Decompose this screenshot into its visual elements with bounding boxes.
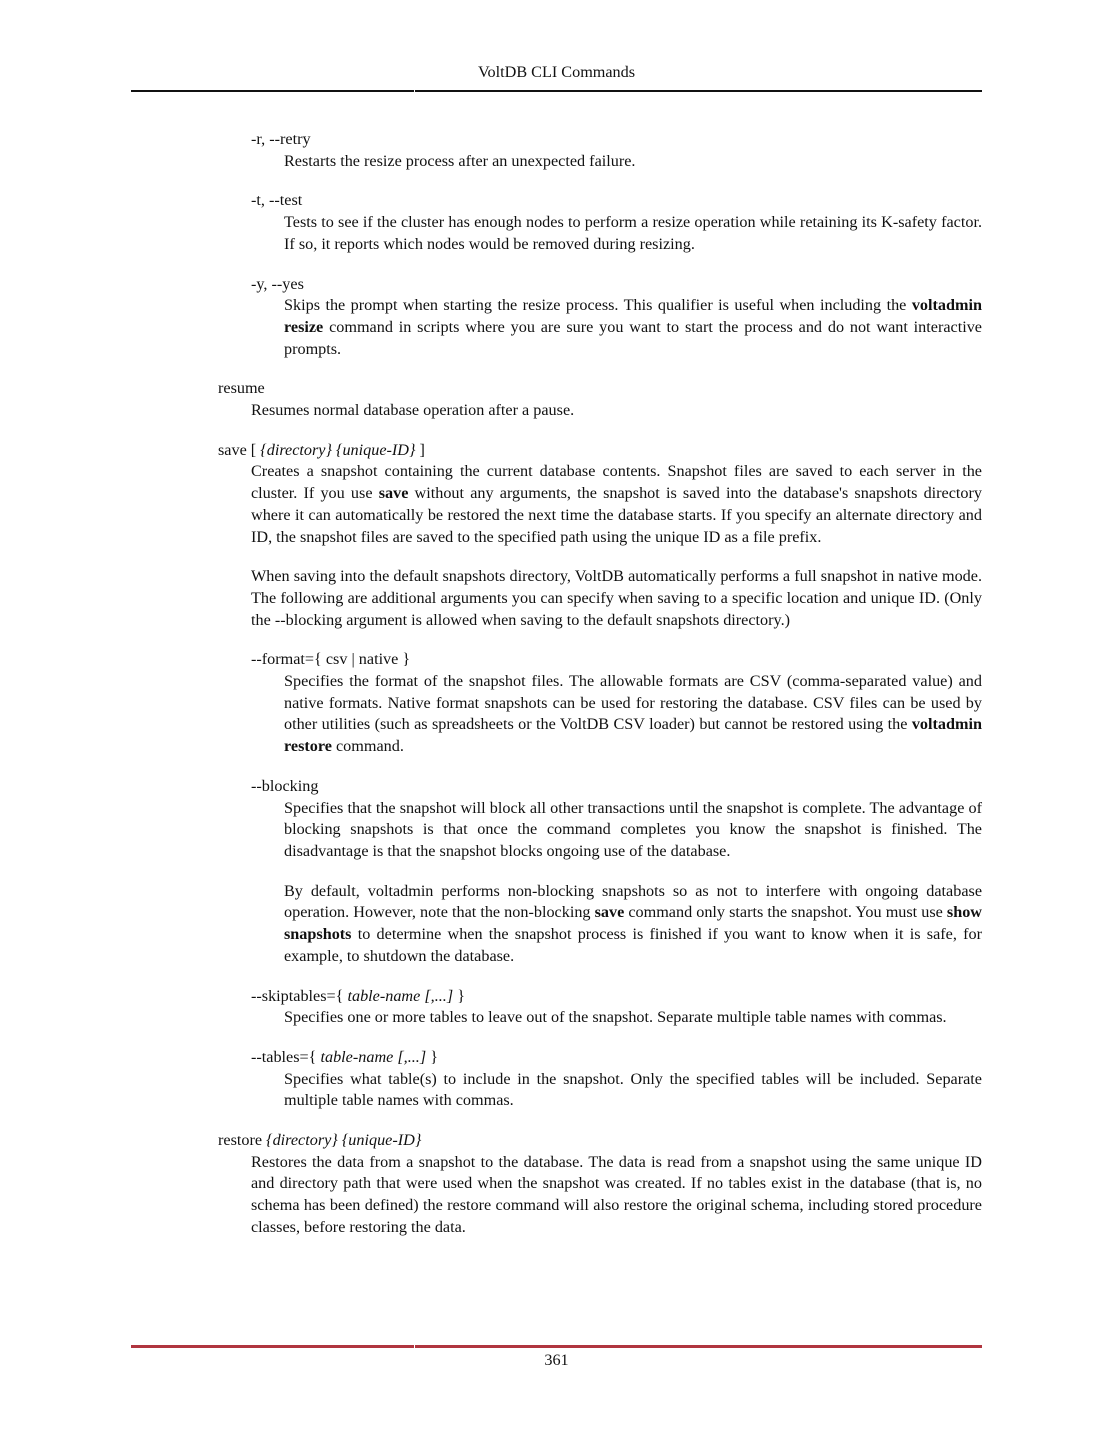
command-term [218, 440, 982, 462]
description [284, 1007, 982, 1029]
text-run: ] [415, 440, 425, 459]
description [284, 212, 982, 255]
text-run: When saving into the default snapshots directory, VoltDB automatically performs a full snapshot in native mode. The following are additional arguments you can specify when saving to a specific location and unique ID. (Only the --blocking argument is allowed when saving to the default snapshots directory.) [251, 567, 982, 629]
page-number: 361 [544, 1351, 569, 1369]
option-term [251, 986, 982, 1008]
bold-command-text: save [594, 903, 625, 922]
command-entry [218, 440, 982, 632]
description-paragraph [284, 671, 982, 758]
footer-rule [131, 1345, 982, 1348]
bold-command-text: save [378, 484, 409, 503]
text-run: without any arguments, the snapshot is saved into the database's snapshots directory where it can automatically be restored the next time the database starts. If you specify an alternate directory and ID, the snapshot files are saved to the specified path using the unique ID as a file prefix. [251, 484, 982, 546]
text-run: Restarts the resize process after an unexpected failure. [284, 151, 636, 170]
text-run: Restores the data from a snapshot to the database. The data is read from a snapshot using the same unique ID and directory path that were used when the snapshot was created. If no tables exist in the database (that is, no schema has been defined) the restore command will also restore the original schema, including stored procedure classes, before restoring the data. [251, 1152, 982, 1236]
command-term [218, 1130, 982, 1152]
description [284, 798, 982, 968]
document-body [218, 129, 982, 1257]
text-run: restore [218, 1131, 267, 1150]
description [284, 295, 982, 360]
description [251, 400, 982, 422]
description [284, 1069, 982, 1112]
text-run: Creates a snapshot containing the current database contents. Snapshot files are saved to each server in the cluster. If you use [251, 462, 982, 503]
text-run: command only starts the snapshot. You must use [624, 903, 947, 922]
text-run: Specifies the format of the snapshot files. The allowable formats are CSV (comma-separated value) and native formats. Native format snapshots can be used for restoring the database. CSV files can be used by other utilities (such as spreadsheets or the VoltDB CSV loader) but cannot be restored using the [284, 672, 982, 734]
description [251, 461, 982, 631]
header-rule [131, 90, 982, 92]
italic-argument-text: table-name [,...] [347, 986, 454, 1005]
text-run: resume [218, 379, 265, 398]
text-run: Specifies one or more tables to leave out of the snapshot. Separate multiple table names with commas. [284, 1008, 947, 1027]
command-term [218, 378, 982, 400]
text-run: Skips the prompt when starting the resize process. This qualifier is useful when including the [284, 296, 912, 315]
description [284, 151, 982, 173]
text-run: --skiptables={ [251, 986, 348, 1005]
text-run: Specifies that the snapshot will block all other transactions until the snapshot is complete. The advantage of blocking snapshots is that once the command completes you know the snapshot is finished. The disadvantage is that the snapshot blocks ongoing use of the database. [284, 798, 982, 860]
text-run: to determine when the snapshot process is finished if you want to know when it is safe, for example, to shutdown the database. [284, 925, 982, 965]
italic-argument-text: table-name [,...] [320, 1047, 427, 1066]
option-entry [251, 776, 982, 968]
option-entry [251, 274, 982, 361]
text-run: command. [331, 737, 404, 756]
bold-command-text: show snapshots [284, 903, 982, 944]
text-run: -r, --retry [251, 130, 311, 148]
bold-command-text: voltadmin restore [284, 715, 982, 756]
option-term [251, 274, 982, 296]
text-run: -t, --test [251, 191, 303, 210]
option-term [251, 649, 982, 671]
bold-command-text: voltadmin resize [284, 296, 982, 336]
description-paragraph [284, 881, 982, 968]
text-run: command in scripts where you are sure you want to start the process and do not want interactive prompts. [284, 317, 982, 358]
text-run: Specifies what table(s) to include in the snapshot. Only the specified tables will be included. Separate multiple table names with commas. [284, 1069, 982, 1110]
description-paragraph [251, 1152, 982, 1239]
description-paragraph [251, 400, 982, 422]
command-entry [218, 378, 982, 421]
description-paragraph [251, 566, 982, 631]
option-entry [251, 649, 982, 758]
italic-argument-text: {directory} {unique-ID} [266, 1131, 422, 1150]
text-run: } [426, 1047, 438, 1066]
running-header-title: VoltDB CLI Commands [477, 63, 636, 81]
description [251, 1152, 982, 1239]
text-run: --tables={ [251, 1047, 321, 1066]
description-paragraph [284, 295, 982, 360]
option-entry [251, 190, 982, 255]
description [284, 671, 982, 758]
option-entry [251, 129, 982, 172]
text-run: } [453, 986, 465, 1005]
text-run: Tests to see if the cluster has enough nodes to perform a resize operation while retaining its K-safety factor. If so, it reports which nodes would be removed during resizing. [284, 213, 982, 253]
description-paragraph [284, 151, 982, 173]
description-paragraph [284, 798, 982, 863]
text-run: -y, --yes [251, 274, 304, 293]
description-paragraph [251, 461, 982, 548]
description-paragraph [284, 1069, 982, 1112]
italic-argument-text: {directory} {unique-ID} [260, 440, 416, 459]
text-run: --blocking [251, 776, 319, 795]
option-entry [251, 1047, 982, 1112]
description-paragraph [284, 212, 982, 255]
text-run: --format={ csv | native } [251, 650, 411, 669]
option-term [251, 129, 982, 151]
description-paragraph [284, 1007, 982, 1029]
option-term [251, 190, 982, 212]
option-entry [251, 986, 982, 1029]
text-run: save [ [218, 440, 261, 459]
option-term [251, 776, 982, 798]
text-run: By default, voltadmin performs non-blocking snapshots so as not to interfere with ongoing database operation. However, note that the non-blocking [284, 881, 982, 922]
text-run: Resumes normal database operation after a pause. [251, 401, 575, 420]
option-term [251, 1047, 982, 1069]
command-entry [218, 1130, 982, 1239]
